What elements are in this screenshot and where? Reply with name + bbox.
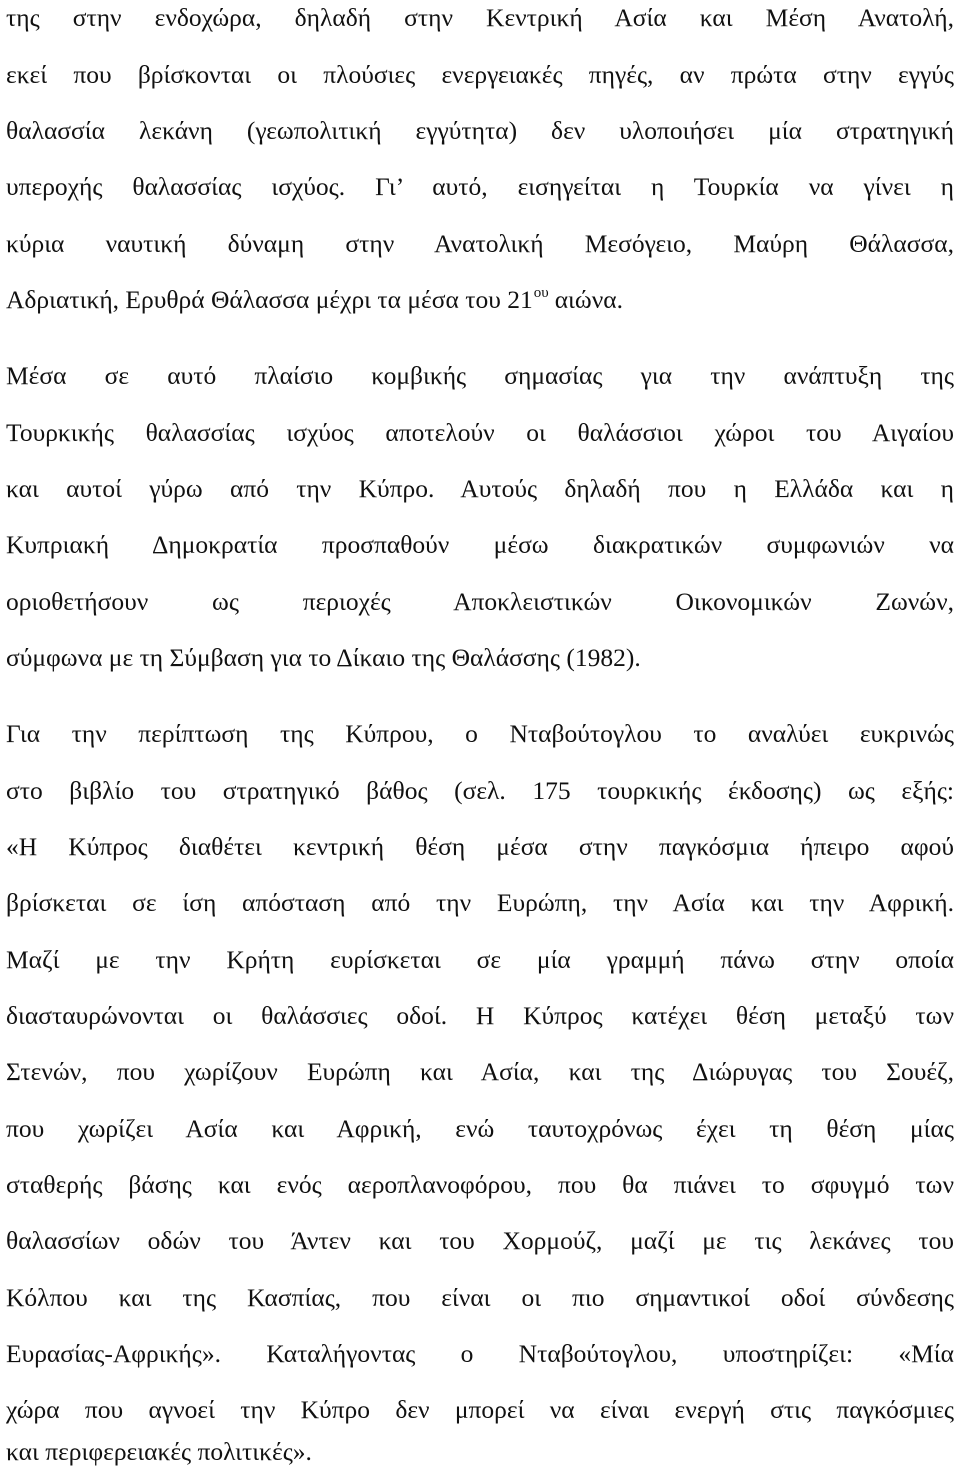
text-line: βρίσκεται σε ίση απόσταση από την Ευρώπη, την Ασία και την Αφρική. xyxy=(6,888,954,917)
text-line: και αυτοί γύρω από την Κύπρο. Αυτούς δηλαδή που η Ελλάδα και η xyxy=(6,474,954,503)
text-line: σταθερής βάσης και ενός αεροπλανοφόρου, που θα πιάνει το σφυγμό των xyxy=(6,1170,954,1199)
text-line xyxy=(6,284,954,316)
text-line: Μέσα σε αυτό πλαίσιο κομβικής σημασίας για την ανάπτυξη της xyxy=(6,361,954,390)
text-line: διασταυρώνονται οι θαλάσσιες οδοί. Η Κύπρος κατέχει θέση μεταξύ των xyxy=(6,1001,954,1030)
text-line: «Η Κύπρος διαθέτει κεντρική θέση μέσα στην παγκόσμια ήπειρο αφού xyxy=(6,832,954,861)
text-line: Τουρκικής θαλασσίας ισχύος αποτελούν οι θαλάσσιοι χώροι του Αιγαίου xyxy=(6,418,954,447)
text-line: οριοθετήσουν ως περιοχές Αποκλειστικών Οικονομικών Ζωνών, xyxy=(6,587,954,616)
text-line: σύμφωνα με τη Σύμβαση για το Δίκαιο της Θαλάσσης (1982). xyxy=(6,643,641,672)
text-line: της στην ενδοχώρα, δηλαδή στην Κεντρική Ασία και Μέση Ανατολή, xyxy=(6,3,954,32)
text-line: Ευρασίας-Αφρικής». Καταλήγοντας ο Νταβούτογλου, υποστηρίζει: «Μία xyxy=(6,1339,954,1368)
text-line: υπεροχής θαλασσίας ισχύος. Γι’ αυτό, εισηγείται η Τουρκία να γίνει η xyxy=(6,172,954,201)
text-line: και περιφερειακές πολιτικές». xyxy=(6,1437,312,1466)
text-line: στο βιβλίο του στρατηγικό βάθος (σελ. 175 τουρκικής έκδοσης) ως εξής: xyxy=(6,776,954,805)
text-line: κύρια ναυτική δύναμη στην Ανατολική Μεσόγειο, Μαύρη Θάλασσα, xyxy=(6,229,954,258)
text-line: Στενών, που χωρίζουν Ευρώπη και Ασία, και της Διώρυγας του Σουέζ, xyxy=(6,1057,954,1086)
text-line: χώρα που αγνοεί την Κύπρο δεν μπορεί να είναι ενεργή στις παγκόσμιες xyxy=(6,1395,954,1424)
ordinal-superscript: ου xyxy=(533,285,549,301)
text-line: Μαζί με την Κρήτη ευρίσκεται σε μία γραμμή πάνω στην οποία xyxy=(6,945,954,974)
text-line: Κυπριακή Δημοκρατία προσπαθούν μέσω διακρατικών συμφωνιών να xyxy=(6,530,954,559)
text-line: θαλασσίων οδών του Άντεν και του Χορμούζ, μαζί με τις λεκάνες του xyxy=(6,1226,954,1255)
text-line: θαλασσία λεκάνη (γεωπολιτική εγγύτητα) δεν υλοποιήσει μία στρατηγική xyxy=(6,116,954,145)
text-line: Κόλπου και της Κασπίας, που είναι οι πιο σημαντικοί οδοί σύνδεσης xyxy=(6,1283,954,1312)
text-line: που χωρίζει Ασία και Αφρική, ενώ ταυτοχρόνως έχει τη θέση μίας xyxy=(6,1114,954,1143)
text-segment: αιώνα. xyxy=(554,285,623,314)
text-segment: Αδριατική, Ερυθρά Θάλασσα μέχρι τα μέσα του 21 xyxy=(6,285,533,314)
text-line: Για την περίπτωση της Κύπρου, ο Νταβούτογλου το αναλύει ευκρινώς xyxy=(6,719,954,748)
text-line: εκεί που βρίσκονται οι πλούσιες ενεργειακές πηγές, αν πρώτα στην εγγύς xyxy=(6,60,954,89)
